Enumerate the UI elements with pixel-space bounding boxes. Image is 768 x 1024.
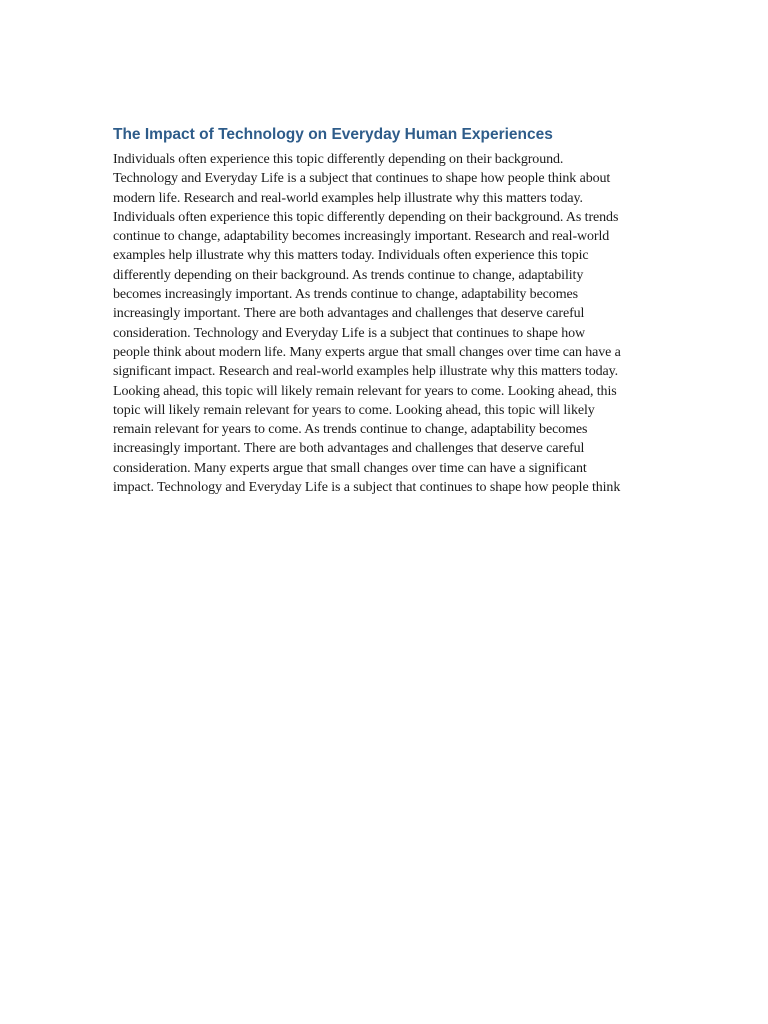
body-line: people think about modern life. Many experts argue that small changes over time can have a bbox=[113, 344, 621, 360]
body-line: increasingly important. There are both advantages and challenges that deserve careful bbox=[113, 441, 585, 457]
document-content bbox=[113, 124, 658, 497]
body-line: differently depending on their background. As trends continue to change, adaptability bbox=[113, 267, 584, 283]
body-line: Individuals often experience this topic differently depending on their background. bbox=[113, 152, 564, 167]
document-body-paragraph bbox=[113, 150, 658, 497]
body-line: examples help illustrate why this matters today. Individuals often experience this topic bbox=[113, 248, 589, 264]
body-line: modern life. Research and real-world examples help illustrate why this matters today. bbox=[113, 190, 583, 206]
body-line: Technology and Everyday Life is a subject that continues to shape how people think about bbox=[113, 171, 611, 187]
body-line: Individuals often experience this topic differently depending on their background. As trends bbox=[113, 209, 619, 225]
body-line: Looking ahead, this topic will likely remain relevant for years to come. Looking ahead, this bbox=[113, 383, 617, 399]
document-title: The Impact of Technology on Everyday Human Experiences bbox=[113, 126, 553, 143]
body-line: increasingly important. There are both advantages and challenges that deserve careful bbox=[113, 306, 585, 322]
body-line: consideration. Technology and Everyday Life is a subject that continues to shape how bbox=[113, 325, 586, 341]
body-line: impact. Technology and Everyday Life is a subject that continues to shape how people think bbox=[113, 480, 621, 496]
body-line: consideration. Many experts argue that small changes over time can have a significant bbox=[113, 460, 587, 476]
body-line: topic will likely remain relevant for years to come. Looking ahead, this topic will likely bbox=[113, 402, 595, 418]
body-line: significant impact. Research and real-world examples help illustrate why this matters today. bbox=[113, 364, 619, 380]
body-line: continue to change, adaptability becomes increasingly important. Research and real-world bbox=[113, 229, 610, 245]
body-line: remain relevant for years to come. As trends continue to change, adaptability becomes bbox=[113, 422, 588, 438]
body-line: becomes increasingly important. As trends continue to change, adaptability becomes bbox=[113, 287, 578, 303]
